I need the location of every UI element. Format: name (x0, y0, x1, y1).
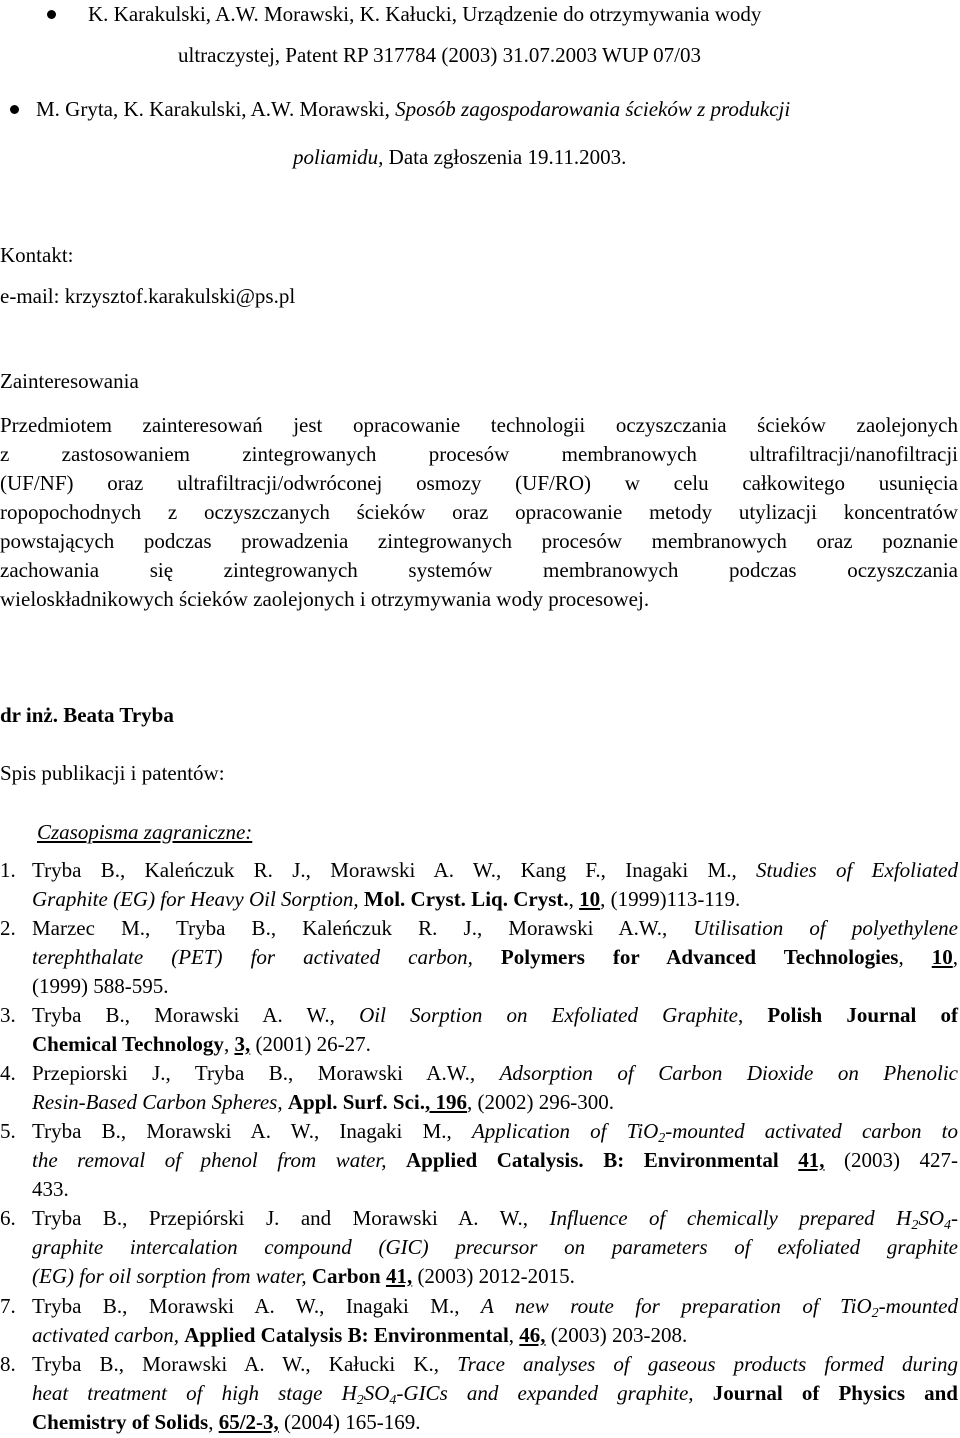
person-name (0, 703, 174, 727)
pub-volume: , 196 (424, 1090, 467, 1114)
pub-journal: Applied Catalysis. B: Environmental (406, 1148, 779, 1172)
pub-title: Oil Sorption on Exfoliated Graphite (359, 1003, 738, 1027)
pub-volume: 65/2-3, (218, 1410, 279, 1434)
patent-application-line2 (293, 145, 626, 169)
authors: M. Gryta, K. Karakulski, A.W. Morawski, (36, 97, 396, 121)
pub-line: (1999) 588-595. (32, 974, 169, 998)
pub-sep: , (208, 1410, 219, 1434)
contact-heading: Kontakt: (0, 243, 74, 267)
paragraph-line: powstających podczas prowadzenia zintegrowanych procesów membranowych oraz poznanie (0, 529, 958, 553)
application-date: Data zgłoszenia 19.11.2003. (383, 145, 627, 169)
pub-authors: Tryba B., Morawski A. W., Inagaki M., (32, 1294, 481, 1318)
pub-volume: 46, (519, 1323, 546, 1347)
pub-year-pages: (2003) 203-208. (545, 1323, 688, 1347)
pub-sep: , (223, 1032, 235, 1056)
pub-line (32, 916, 958, 940)
pub-journal: Applied Catalysis B: Environmental (184, 1323, 509, 1347)
patent-title: Sposób zagospodarowania ścieków z produkcji (395, 97, 791, 121)
pub-title: Application of TiO$_2$-mounted activated carbon to (471, 1119, 959, 1146)
pub-sep: , (508, 1323, 520, 1347)
patent-entry-line2: ultraczystej, Patent RP 317784 (2003) 31.07.2003 WUP 07/03 (178, 43, 702, 67)
pub-title: Resin-Based Carbon Spheres, (32, 1090, 288, 1114)
pub-line (32, 1119, 959, 1146)
paragraph-line: Przedmiotem zainteresowań jest opracowanie technologii oczyszczania ścieków zaolejonych (0, 413, 958, 437)
pub-number: 2. (0, 916, 16, 940)
pub-authors: Tryba B., Morawski A. W., Inagaki M., (32, 1119, 472, 1143)
pub-line (32, 1235, 958, 1259)
pub-title: (EG) for oil sorption from water, (32, 1264, 312, 1288)
pub-title: activated carbon, (32, 1323, 185, 1347)
pub-year-pages: , (1999)113-119. (600, 887, 741, 911)
pub-line (32, 858, 958, 882)
patent-title: poliamidu, (293, 145, 384, 169)
pub-volume: 10 (931, 945, 953, 969)
pub-journal: Chemical Technology (32, 1032, 224, 1056)
pub-line (32, 887, 740, 911)
pub-title: graphite intercalation compound (GIC) precursor on parameters of exfoliated graphite (32, 1235, 958, 1259)
pub-line (32, 1148, 958, 1172)
pub-number: 5. (0, 1119, 16, 1143)
patent-application-line1 (36, 97, 960, 121)
section-heading (37, 820, 252, 844)
pub-volume: 3, (234, 1032, 251, 1056)
pub-authors: Tryba B., Morawski A. W., Kałucki K., (32, 1352, 458, 1376)
paragraph-line: zachowania się zintegrowanych systemów membranowych podczas oczyszczania (0, 558, 958, 582)
pub-volume: 41, (385, 1264, 413, 1288)
contact-email: e-mail: krzysztof.karakulski@ps.pl (0, 284, 296, 308)
paragraph-line: wieloskładnikowych ścieków zaolejonych i otrzymywania wody procesowej. (0, 587, 650, 611)
pub-line (32, 1381, 958, 1408)
pub-title: Trace analyses of gaseous products formed during (457, 1352, 958, 1376)
pub-volume: 10 (579, 887, 601, 911)
pub-line (32, 1410, 421, 1434)
name-prefix: dr inż. (0, 703, 58, 727)
pub-sep: , (898, 945, 932, 969)
pub-authors: Przepiorski J., Tryba B., Morawski A.W., (32, 1061, 500, 1085)
pub-authors: Tryba B., Przepiórski J. and Morawski A. W., (32, 1206, 550, 1230)
pub-journal: Polish Journal of (767, 1003, 959, 1027)
interests-paragraph (0, 411, 958, 614)
pub-journal: Appl. Surf. Sci. (287, 1090, 425, 1114)
pub-line (32, 1323, 687, 1347)
pub-title: Adsorption of Carbon Dioxide on Phenolic (499, 1061, 958, 1085)
pub-line (32, 1264, 575, 1288)
pub-year-pages: (2004) 165-169. (278, 1410, 421, 1434)
name: Beata Tryba (57, 703, 174, 727)
pub-authors: Tryba B., Kaleńczuk R. J., Morawski A. W., Kang F., Inagaki M., (32, 858, 757, 882)
pub-number: 8. (0, 1352, 16, 1376)
pub-title: the removal of phenol from water, (32, 1148, 407, 1172)
pub-journal: Journal of Physics and (712, 1381, 958, 1405)
pub-title: heat treatment of high stage $H_2SO_4$-GICs and expanded graphite, (32, 1381, 713, 1408)
bullet-marker (10, 105, 19, 114)
pub-year-pages: (2001) 26-27. (250, 1032, 371, 1056)
pub-sep: , (737, 1003, 768, 1027)
pub-journal: Chemistry of Solids (32, 1410, 209, 1434)
pub-line: 433. (32, 1177, 69, 1201)
pub-title: terephthalate (PET) for activated carbon, (32, 945, 501, 969)
interests-heading: Zainteresowania (0, 369, 139, 393)
pub-volume: 41, (798, 1148, 825, 1172)
pub-number: 3. (0, 1003, 16, 1027)
pub-journal: Carbon (311, 1264, 381, 1288)
pub-title: A new route for preparation of TiO$_2$-mounted (480, 1294, 958, 1321)
pub-journal: Mol. Cryst. Liq. Cryst. (363, 887, 569, 911)
patent-entry-line1: K. Karakulski, A.W. Morawski, K. Kałucki, Urządzenie do otrzymywania wody (88, 2, 762, 26)
pub-number: 4. (0, 1061, 16, 1085)
pub-authors: Marzec M., Tryba B., Kaleńczuk R. J., Morawski A.W., (32, 916, 694, 940)
pub-title: Influence of chemically prepared $H_2SO_4-$ (549, 1206, 958, 1233)
pub-line (32, 1206, 958, 1233)
pub-year-pages: (2003) 427- (824, 1148, 959, 1172)
pub-sep: , (952, 945, 959, 969)
section-heading-text: Czasopisma zagraniczne: (37, 820, 253, 844)
pub-year-pages: (2003) 2012-2015. (412, 1264, 575, 1288)
pub-journal: Polymers for Advanced Technologies (500, 945, 899, 969)
pub-title: Studies of Exfoliated (756, 858, 958, 882)
pub-number: 1. (0, 858, 16, 882)
pub-number: 7. (0, 1294, 16, 1318)
pub-number: 6. (0, 1206, 16, 1230)
pub-line (32, 1032, 371, 1056)
pub-title: Utilisation of polyethylene (693, 916, 958, 940)
pub-line (32, 1294, 958, 1321)
pub-line (32, 1003, 958, 1027)
paragraph-line: ropopochodnych z oczyszczanych ścieków oraz opracowanie metody utylizacji koncentratów (0, 500, 958, 524)
pub-year-pages: , (2002) 296-300. (466, 1090, 614, 1114)
pub-line (32, 1061, 958, 1085)
paragraph-line: z zastosowaniem zintegrowanych procesów membranowych ultrafiltracji/nanofiltracji (0, 442, 958, 466)
publications-heading: Spis publikacji i patentów: (0, 761, 225, 785)
pub-line (32, 1352, 958, 1376)
bullet-marker (47, 10, 56, 19)
paragraph-line: (UF/NF) oraz ultrafiltracji/odwróconej osmozy (UF/RO) w celu całkowitego usunięcia (0, 471, 958, 495)
pub-sep: , (568, 887, 580, 911)
pub-authors: Tryba B., Morawski A. W., (32, 1003, 360, 1027)
pub-title: Graphite (EG) for Heavy Oil Sorption, (32, 887, 364, 911)
pub-line (32, 1090, 614, 1114)
pub-line (32, 945, 958, 969)
